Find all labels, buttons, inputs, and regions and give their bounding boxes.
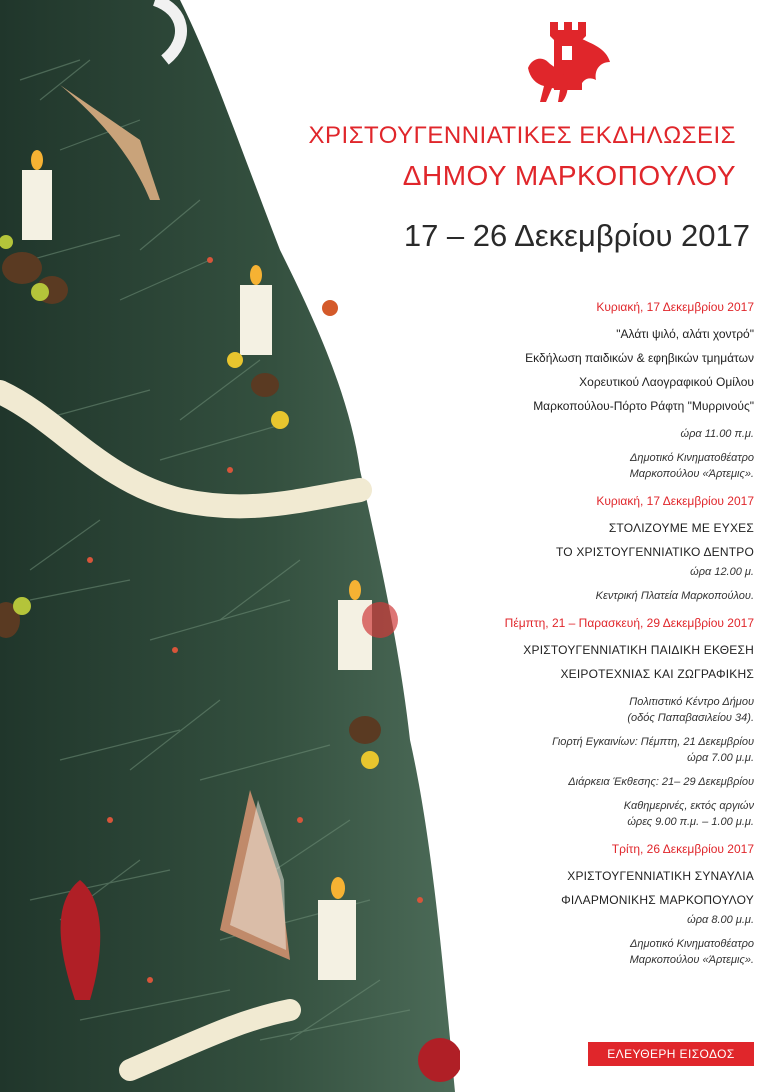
event-venue: Δημοτικό Κινηματοθέατρο [630, 452, 754, 464]
event-3 [454, 616, 754, 830]
event-time: ώρα 12.00 μ. [690, 566, 754, 578]
event-4 [454, 842, 754, 968]
event-date: Τρίτη, 26 Δεκεμβρίου 2017 [611, 842, 754, 856]
event-dates: 17 – 26 Δεκεμβρίου 2017 [403, 218, 750, 253]
event-duration: Διάρκεια Έκθεσης: 21– 29 Δεκεμβρίου [568, 776, 754, 788]
event-venue: Δημοτικό Κινηματοθέατρο [630, 938, 754, 950]
event-hours: Καθημερινές, εκτός αργιών [623, 800, 754, 812]
event-title: Εκδήλωση παιδικών & εφηβικών τμημάτων [525, 351, 754, 365]
title-line-2: ΔΗΜΟΥ ΜΑΡΚΟΠΟΥΛΟΥ [402, 160, 736, 191]
title-line-1: ΧΡΙΣΤΟΥΓΕΝΝΙΑΤΙΚΕΣ ΕΚΔΗΛΩΣΕΙΣ [308, 122, 736, 149]
event-venue: Πολιτιστικό Κέντρο Δήμου [629, 696, 754, 708]
free-entry-badge: ΕΛΕΥΘΕΡΗ ΕΙΣΟΔΟΣ [588, 1042, 754, 1066]
event-1 [454, 300, 754, 482]
event-title: ΧΡΙΣΤΟΥΓΕΝΝΙΑΤΙΚΗ ΣΥΝΑΥΛΙΑ [567, 869, 754, 883]
event-title: Χορευτικού Λαογραφικού Ομίλου [579, 375, 754, 389]
event-venue: Κεντρική Πλατεία Μαρκοπούλου. [595, 590, 754, 602]
event-date: Κυριακή, 17 Δεκεμβρίου 2017 [596, 300, 754, 314]
event-time: ώρα 7.00 μ.μ. [687, 752, 754, 764]
event-title: ΦΙΛΑΡΜΟΝΙΚΗΣ ΜΑΡΚΟΠΟΥΛΟΥ [561, 893, 754, 907]
event-venue: Μαρκοπούλου «Άρτεμις». [629, 468, 754, 480]
event-time: ώρα 8.00 μ.μ. [687, 914, 754, 926]
event-title: Μαρκοπούλου-Πόρτο Ράφτη "Μυρρινούς" [533, 399, 754, 413]
event-title: "Αλάτι ψιλό, αλάτι χοντρό" [616, 327, 754, 341]
event-date: Κυριακή, 17 Δεκεμβρίου 2017 [596, 494, 754, 508]
events-list [454, 300, 754, 980]
event-title: ΧΕΙΡΟΤΕΧΝΙΑΣ ΚΑΙ ΖΩΓΡΑΦΙΚΗΣ [560, 667, 754, 681]
event-2 [454, 494, 754, 604]
municipal-emblem-icon [522, 18, 612, 110]
event-time: ώρα 11.00 π.μ. [680, 428, 754, 440]
event-title: ΤΟ ΧΡΙΣΤΟΥΓΕΝΝΙΑΤΙΚΟ ΔΕΝΤΡΟ [555, 545, 754, 559]
event-date: Πέμπτη, 21 – Παρασκευή, 29 Δεκεμβρίου 2017 [504, 616, 754, 630]
event-hours: ώρες 9.00 π.μ. – 1.00 μ.μ. [627, 816, 754, 828]
event-title: ΣΤΟΛΙΖΟΥΜΕ ΜΕ ΕΥΧΕΣ [608, 521, 754, 535]
event-opening: Γιορτή Εγκαινίων: Πέμπτη, 21 Δεκεμβρίου [552, 736, 754, 748]
event-venue: Μαρκοπούλου «Άρτεμις». [629, 954, 754, 966]
event-title: ΧΡΙΣΤΟΥΓΕΝΝΙΑΤΙΚΗ ΠΑΙΔΙΚΗ ΕΚΘΕΣΗ [523, 643, 754, 657]
event-venue: (οδός Παπαβασιλείου 34). [627, 712, 754, 724]
